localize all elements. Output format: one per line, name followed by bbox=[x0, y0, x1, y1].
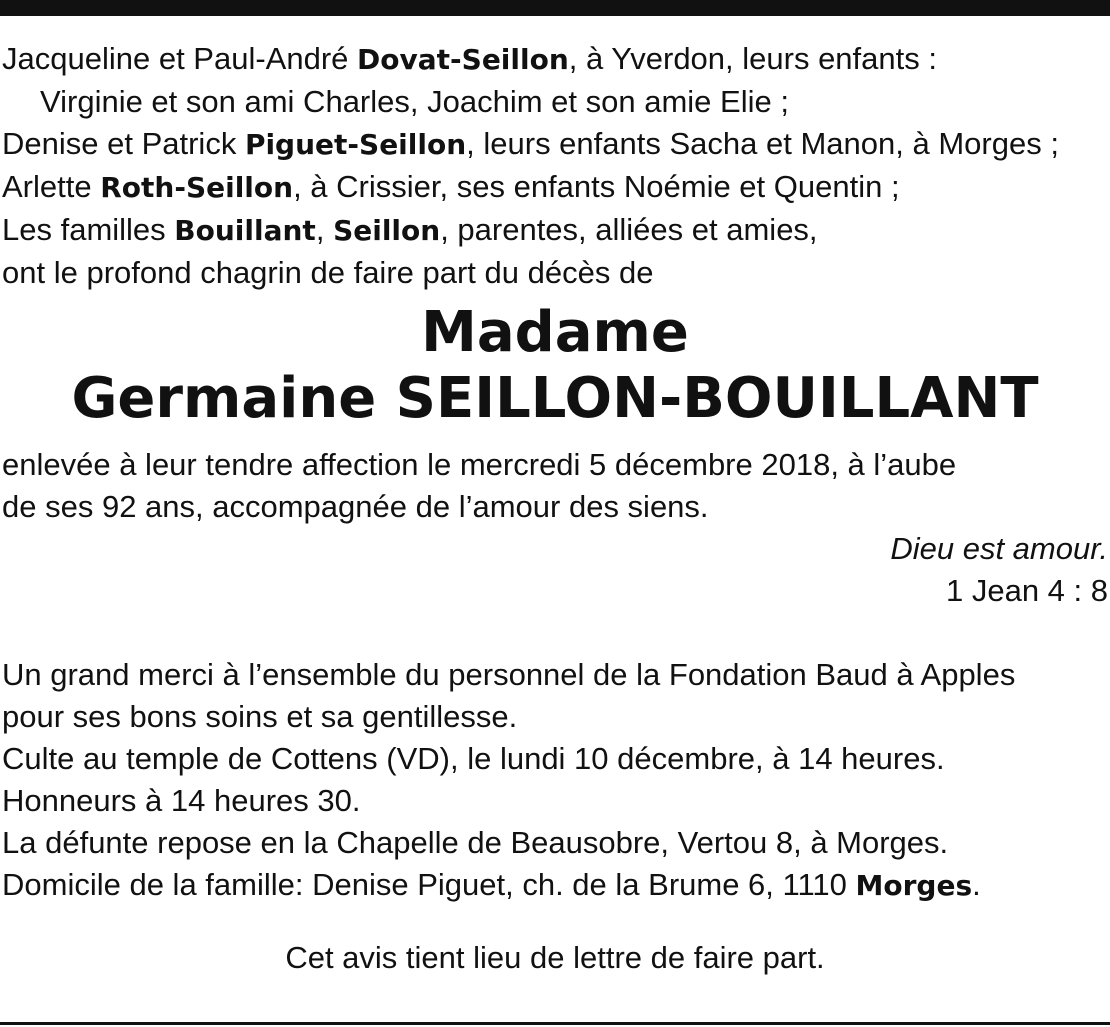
spacer bbox=[2, 907, 1108, 937]
body-line-2: de ses 92 ans, accompagnée de l’amour des siens. bbox=[2, 489, 709, 524]
spacer bbox=[2, 612, 1108, 654]
info-line-2: pour ses bons soins et sa gentillesse. bbox=[2, 699, 518, 734]
text: Domicile de la famille: Denise Piguet, ch. de la Brume 6, 1110 bbox=[2, 867, 856, 902]
bottom-rule bbox=[0, 1022, 1110, 1025]
text: Jacqueline et Paul-André bbox=[2, 41, 358, 76]
family-name: Roth-Seillon bbox=[100, 171, 294, 204]
verse-reference: 1 Jean 4 : 8 bbox=[945, 573, 1108, 608]
info-line-5: La défunte repose en la Chapelle de Beausobre, Vertou 8, à Morges. bbox=[2, 825, 949, 860]
verse-text: Dieu est amour. bbox=[890, 531, 1108, 566]
obituary-notice bbox=[2, 38, 1108, 979]
family-line-4 bbox=[2, 166, 1108, 209]
family-line-2: Virginie et son ami Charles, Joachim et son amie Elie ; bbox=[40, 84, 789, 119]
text: , leurs enfants Sacha et Manon, à Morges ; bbox=[466, 126, 1059, 161]
honorific: Madame bbox=[421, 300, 689, 365]
family-name: Dovat-Seillon bbox=[357, 43, 569, 76]
body-line-1: enlevée à leur tendre affection le mercredi 5 décembre 2018, à l’aube bbox=[2, 447, 957, 482]
family-line-5 bbox=[2, 209, 1108, 252]
text: , bbox=[315, 212, 334, 247]
closing-note: Cet avis tient lieu de lettre de faire part. bbox=[285, 940, 825, 975]
family-name: Seillon bbox=[333, 214, 441, 247]
info-line-1: Un grand merci à l’ensemble du personnel de la Fondation Baud à Apples bbox=[2, 657, 1016, 692]
text: , parentes, alliées et amies, bbox=[440, 212, 818, 247]
family-line-1 bbox=[2, 38, 1108, 81]
deceased-name: Germaine SEILLON-BOUILLANT bbox=[71, 366, 1039, 431]
text: . bbox=[972, 867, 981, 902]
city-name: Morges bbox=[855, 869, 973, 902]
family-name: Piguet-Seillon bbox=[244, 128, 467, 161]
family-line-6: ont le profond chagrin de faire part du décès de bbox=[2, 255, 654, 290]
text: Arlette bbox=[2, 169, 101, 204]
text: Les familles bbox=[2, 212, 175, 247]
top-rule bbox=[0, 0, 1110, 16]
family-line-3 bbox=[2, 123, 1108, 166]
info-line-6 bbox=[2, 864, 1108, 907]
info-line-3: Culte au temple de Cottens (VD), le lundi 10 décembre, à 14 heures. bbox=[2, 741, 945, 776]
deceased-title bbox=[2, 300, 1108, 432]
text: , à Yverdon, leurs enfants : bbox=[568, 41, 937, 76]
family-name: Bouillant bbox=[174, 214, 316, 247]
info-line-4: Honneurs à 14 heures 30. bbox=[2, 783, 361, 818]
text: Denise et Patrick bbox=[2, 126, 245, 161]
text: , à Crissier, ses enfants Noémie et Quentin ; bbox=[293, 169, 900, 204]
